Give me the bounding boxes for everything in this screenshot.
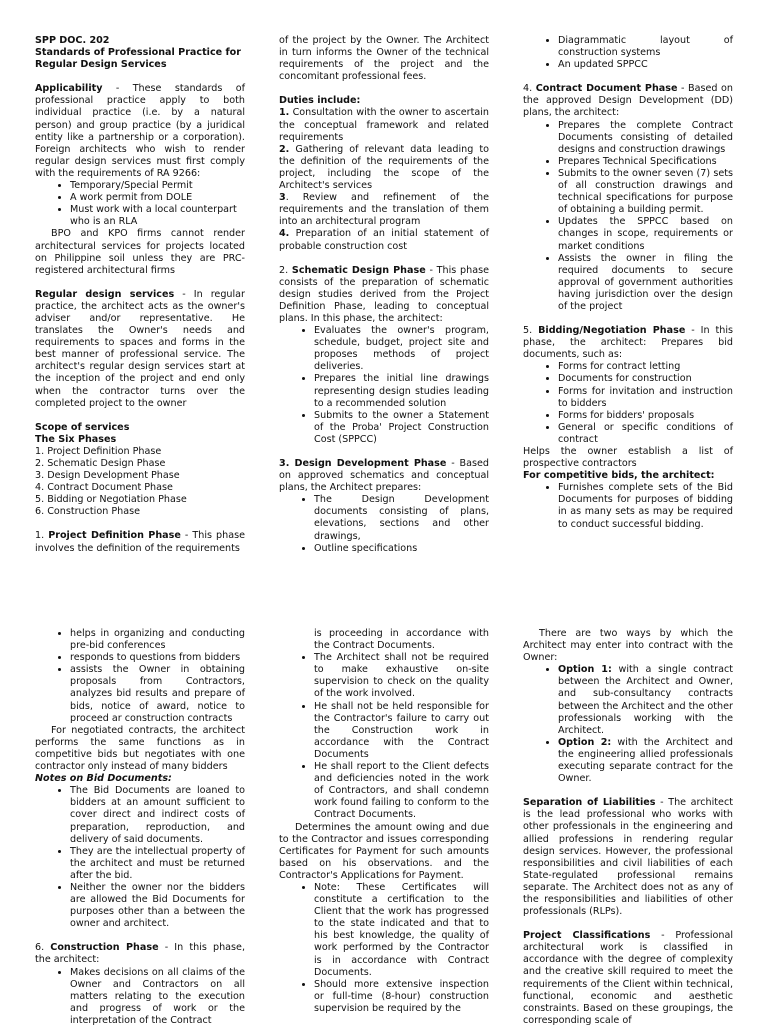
project-classifications-heading: Project Classifications: [523, 930, 651, 942]
duty-text: Gathering of relevant data leading to the definition of the requirements of the project, including the scope of the Architect's services: [279, 143, 489, 192]
duty-item: [279, 144, 489, 192]
design-development-heading: . Design Development Phase: [285, 458, 447, 469]
list-item: • The Bid Documents are loaned to bidders at an amount sufficient to cover direct and indirect costs of preparation, reproduction, and delivery of said documents.: [70, 785, 245, 845]
payment-paragraph: Determines the amount owing and due to the Contractor and issues corresponding Certificates for Payment for such amounts based on his observations. and the Contractor's Applications for Payment.: [279, 821, 489, 881]
design-development-list: [279, 494, 489, 554]
list-item: • assists the Owner in obtaining proposals from Contractors, analyzes bid results and prepare of bids, notice of award, notice to proceed ar construction contracts: [70, 664, 245, 724]
duty-text: Consultation with the owner to ascertain the conceptual framework and related requirements: [279, 107, 489, 143]
bid-documents-list: [523, 361, 733, 446]
phase-item: 5. Bidding or Negotiation Phase: [35, 494, 187, 506]
list-item: • Forms for invitation and instruction to bidders: [558, 386, 733, 410]
regular-design-paragraph: [35, 289, 245, 410]
bottom-column-1: [35, 628, 245, 1027]
list-item: • Evaluates the owner's program, schedule, budget, project site and proposes methods of project deliveries.: [314, 325, 489, 373]
bidding-functions-list: [35, 628, 245, 725]
phase-number: 5.: [523, 325, 539, 337]
phase-number: 3: [279, 458, 286, 469]
bpo-paragraph: BPO and KPO firms cannot render architectural services for projects located on Philippine soil unless they are PRC-registered architectural firms: [35, 228, 245, 276]
applicability-text: - These standards of professional practice apply to both individual practice (i.e. by a natural person) and group practice (by a juridical entity like a partnership or a corporation). Foreign architects who wish to render regular design services must first comply with the requirements of RA 9266:: [35, 83, 245, 179]
phase-item: 2. Schematic Design Phase: [35, 458, 166, 469]
list-item: • Diagrammatic layout of construction systems: [558, 35, 733, 59]
construction-phase-paragraph: [35, 942, 245, 966]
list-item: • They are the intellectual property of the architect and must be returned after the bid.: [70, 846, 245, 882]
list-item: • A work permit from DOLE: [70, 192, 245, 204]
contract-document-text: - Based on the approved Design Development (DD) plans, the architect:: [523, 83, 734, 119]
option-label: Option 1:: [558, 664, 612, 676]
bidding-negotiation-paragraph: [523, 325, 733, 361]
list-item: • Prepares the complete Contract Documents consisting of detailed designs and construction drawings: [558, 120, 733, 156]
regular-design-heading: Regular design services: [35, 288, 175, 300]
design-development-list-continued: [523, 35, 733, 71]
regular-design-text: - In regular practice, the architect acts as the owner's adviser and/or representative. He translates the Owner's needs and requirements to spaces and forms in the best manner of professional service. The architect's regular design services start at the inception of the project and end only when the contractor turns over the completed project to the owner: [35, 288, 245, 409]
separation-liabilities-heading: Separation of Liabilities: [523, 797, 656, 809]
bidding-negotiation-heading: Bidding/Negotiation Phase: [538, 325, 686, 337]
separation-liabilities-text: - The architect is the lead professional who works with other professionals in the engineering and allied professions in rendering regular design services. However, the professional responsibilities and civil liabilities of each State-regulated professional remains separate. The Architect does not as any of the responsibilities and liabilities of other professionals (RLPs).: [523, 797, 733, 918]
separation-liabilities-paragraph: [523, 797, 733, 918]
list-item: • Documents for construction: [558, 373, 733, 385]
list-item: • Neither the owner nor the bidders are allowed the Bid Documents for purposes other than a between the owner and architect.: [70, 882, 245, 930]
bottom-column-3: [523, 628, 733, 1027]
option-text: with the Architect and the engineering allied professionals executing separate contract for the Owner.: [558, 736, 733, 785]
top-column-2: [279, 35, 489, 555]
contract-ways-paragraph: There are two ways by which the Architect may enter into contract with the Owner:: [523, 628, 733, 664]
contract-document-paragraph: [523, 83, 733, 119]
certificate-notes-list: [279, 882, 489, 1015]
phase-item: 6. Construction Phase: [35, 506, 140, 518]
list-item: • Forms for contract letting: [558, 361, 733, 373]
project-classifications-text: - Professional architectural work is classified in accordance with the degree of complexity and the creative skill required to meet the requirements of the Client within technical, functional, economic and aesthetic constraints. Based on these groupings, the corresponding scale of: [523, 930, 733, 1026]
duty-item: [279, 192, 489, 228]
list-item: • helps in organizing and conducting pre-bid conferences: [70, 628, 245, 652]
list-item: • Note: These Certificates will constitute a certification to the Client that the work has progressed to the state indicated and that to his best knowledge, the quality of work performed by the Contractor is in accordance with Contract Documents.: [314, 882, 489, 979]
schematic-design-heading: Schematic Design Phase: [291, 264, 426, 276]
doc-id: SPP DOC. 202: [35, 35, 110, 46]
doc-title: Standards of Professional Practice for Regular Design Services: [35, 47, 241, 71]
helps-owner-paragraph: Helps the owner establish a list of prospective contractors: [523, 446, 733, 470]
duty-number: 2.: [279, 143, 290, 155]
list-item: • Submits to the owner a Statement of the Proba' Project Construction Cost (SPPCC): [314, 410, 489, 446]
phase-number: 4.: [523, 83, 536, 95]
phase-number: 6.: [35, 942, 51, 954]
phase-item: 3. Design Development Phase: [35, 470, 180, 482]
foreign-requirements-list: [35, 180, 245, 228]
schematic-design-list: [279, 325, 489, 446]
construction-continued: is proceeding in accordance with the Contract Documents.: [314, 628, 489, 652]
list-item: • Prepares Technical Specifications: [558, 156, 733, 168]
list-item: • General or specific conditions of contract: [558, 422, 733, 446]
duty-item: [279, 228, 489, 252]
scope-heading: Scope of services: [35, 421, 130, 433]
project-definition-continued: of the project by the Owner. The Architect in turn informs the Owner of the technical requirements of the project and the concomitant professional fees.: [279, 35, 489, 83]
competitive-bids-list: [523, 482, 733, 530]
list-item: • He shall not be held responsible for the Contractor's failure to carry out the Construction work in accordance with the Contract Documents: [314, 701, 489, 761]
list-item: • responds to questions from bidders: [70, 652, 245, 664]
list-item: • Should more extensive inspection or full-time (8-hour) construction supervision be required by the: [314, 979, 489, 1015]
option-label: Option 2:: [558, 736, 612, 748]
phases-heading: The Six Phases: [35, 433, 117, 445]
duty-item: [279, 107, 489, 143]
list-item: • Updates the SPPCC based on changes in scope, requirements or market conditions: [558, 216, 733, 252]
list-item: • An updated SPPCC: [558, 59, 733, 71]
applicability-paragraph: [35, 83, 245, 180]
phase-number: 2.: [279, 264, 292, 276]
list-item: • Prepares the initial line drawings representing design studies leading to a recommended solution: [314, 373, 489, 409]
supervision-list: [279, 652, 489, 821]
list-item: • Submits to the owner seven (7) sets of all construction drawings and technical specifications for purpose of obtaining a building permit.: [558, 168, 733, 216]
duty-number: 4.: [279, 228, 290, 240]
top-column-1: [35, 35, 245, 555]
contract-document-heading: Contract Document Phase: [535, 83, 678, 95]
phase-item: 1. Project Definition Phase: [35, 445, 162, 457]
contract-document-list: [523, 120, 733, 314]
negotiated-contracts-paragraph: For negotiated contracts, the architect performs the same functions as in competitive bids but negotiates with one contractor only instead of many bidders: [35, 724, 245, 773]
project-definition-heading: Project Definition Phase: [48, 530, 181, 542]
applicability-heading: Applicability: [35, 83, 103, 95]
duties-heading: Duties include:: [279, 95, 361, 107]
list-item: • Furnishes complete sets of the Bid Documents for purposes of bidding in as many sets as may be required to conduct successful bidding.: [558, 482, 733, 530]
design-development-paragraph: [279, 458, 489, 494]
project-definition-paragraph: [35, 530, 245, 554]
list-item: [558, 664, 733, 737]
phases-list: [35, 446, 245, 519]
list-item: • The Design Development documents consisting of plans, elevations, sections and other drawings,: [314, 494, 489, 542]
bottom-column-2: [279, 628, 489, 1015]
notes-heading: Notes on Bid Documents:: [35, 773, 172, 785]
construction-phase-heading: Construction Phase: [50, 942, 159, 954]
project-classifications-paragraph: [523, 930, 733, 1027]
bidding-negotiation-text: - In this phase, the architect: Prepares bid documents, such as:: [523, 325, 734, 361]
phase-number: 1.: [35, 530, 49, 542]
competitive-bids-heading: For competitive bids, the architect:: [523, 470, 715, 482]
contract-options-list: [523, 664, 733, 785]
schematic-design-paragraph: [279, 265, 489, 325]
schematic-design-text: - This phase consists of the preparation of schematic design studies derived from the Project Definition Phase, leading to conceptual plans. In this phase, the architect:: [279, 264, 489, 324]
construction-phase-text: - In this phase, the architect:: [35, 942, 245, 966]
list-item: • Assists the owner in filing the required documents to secure approval of government authorities having jurisdiction over the design of the project: [558, 253, 733, 313]
list-item: [558, 737, 733, 785]
phase-item: 4. Contract Document Phase: [35, 482, 173, 494]
list-item: • Outline specifications: [314, 543, 489, 555]
option-text: with a single contract between the Architect and Owner, and sub-consultancy contracts between the Architect and the other professionals working with the Architect.: [558, 664, 734, 736]
project-definition-text: - This phase involves the definition of the requirements: [35, 530, 245, 554]
list-item: • Forms for bidders' proposals: [558, 410, 733, 422]
list-item: • He shall report to the Client defects and deficiencies noted in the work of Contractors, and shall condemn work found failing to conform to the Contract Documents.: [314, 761, 489, 821]
top-column-3: [523, 35, 733, 531]
duty-text: . Review and refinement of the requirements and the translation of them into an architectural program: [279, 192, 489, 228]
duty-number: 1.: [279, 107, 290, 119]
list-item: • Makes decisions on all claims of the Owner and Contractors on all matters relating to the execution and progress of work or the interpretation of the Contract: [70, 967, 245, 1027]
duty-number: 3: [279, 192, 286, 204]
list-item: • Temporary/Special Permit: [70, 180, 245, 192]
construction-phase-list: [35, 967, 245, 1027]
design-development-text: - Based on approved schematics and conceptual plans, the Architect prepares:: [279, 458, 490, 494]
list-item: • The Architect shall not be required to make exhaustive on-site supervision to check on the quality of the work involved.: [314, 652, 489, 700]
duty-text: Preparation of an initial statement of probable construction cost: [279, 228, 489, 252]
list-item: • Must work with a local counterpart who is an RLA: [70, 204, 245, 228]
bid-notes-list: [35, 785, 245, 930]
